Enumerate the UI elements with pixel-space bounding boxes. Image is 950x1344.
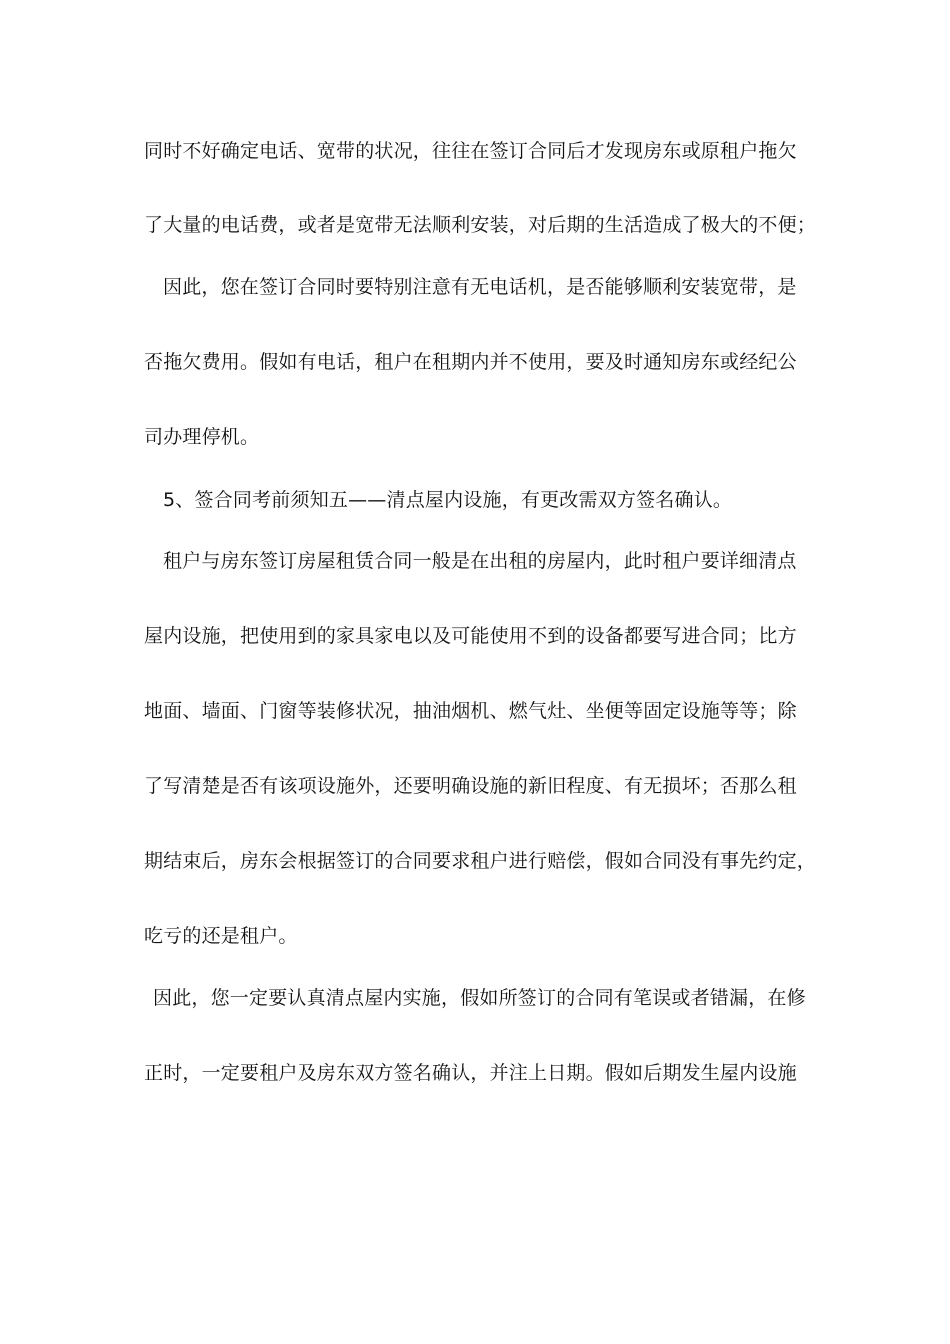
paragraph-line: 期结束后，房东会根据签订的合同要求租户进行赔偿，假如合同没有事先约定， bbox=[144, 850, 817, 872]
paragraph-line: 正时，一定要租户及房东双方签名确认，并注上日期。假如后期发生屋内设施 bbox=[144, 1062, 797, 1084]
paragraph-line: 同时不好确定电话、宽带的状况，往往在签订合同后才发现房东或原租户拖欠 bbox=[144, 140, 797, 162]
paragraph-line: 屋内设施，把使用到的家具家电以及可能使用不到的设备都要写进合同；比方 bbox=[144, 625, 797, 647]
paragraph-line: 租户与房东签订房屋租赁合同一般是在出租的房屋内，此时租户要详细清点 bbox=[163, 550, 797, 572]
paragraph-line: 了写清楚是否有该项设施外，还要明确设施的新旧程度、有无损坏；否那么租 bbox=[144, 775, 797, 797]
paragraph-line: 吃亏的还是租户。 bbox=[144, 925, 298, 947]
paragraph-line: 否拖欠费用。假如有电话，租户在租期内并不使用，要及时通知房东或经纪公 bbox=[144, 351, 797, 373]
paragraph-line: 因此，您一定要认真清点屋内实施，假如所签订的合同有笔误或者错漏，在修 bbox=[153, 987, 806, 1009]
paragraph-line: 司办理停机。 bbox=[144, 426, 260, 448]
paragraph-line: 因此，您在签订合同时要特别注意有无电话机，是否能够顺利安装宽带，是 bbox=[163, 276, 797, 298]
paragraph-line: 地面、墙面、门窗等装修状况，抽油烟机、燃气灶、坐便等固定设施等等；除 bbox=[144, 700, 797, 722]
section-heading: 5、签合同考前须知五——清点屋内设施，有更改需双方签名确认。 bbox=[163, 489, 733, 511]
paragraph-line: 了大量的电话费，或者是宽带无法顺利安装，对后期的生活造成了极大的不便； bbox=[144, 214, 817, 236]
